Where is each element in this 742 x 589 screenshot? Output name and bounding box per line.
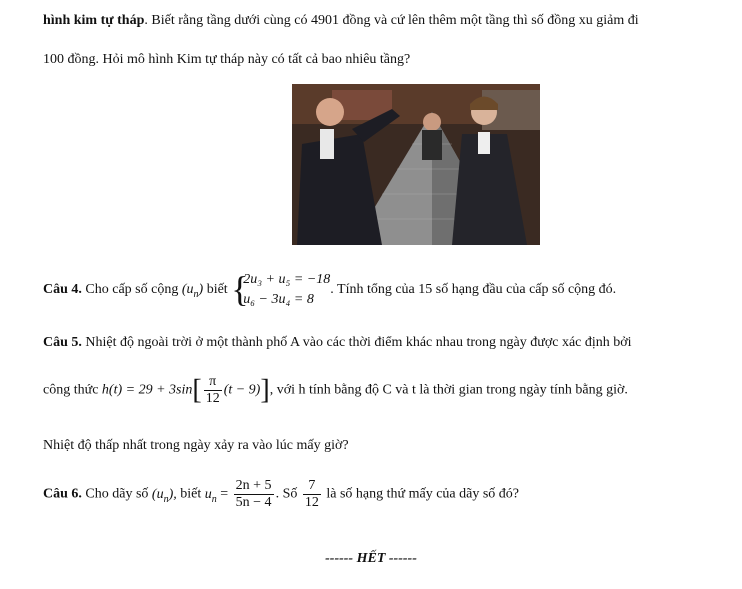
q6-so: . Số [275,486,301,502]
q4-seq-sub: n [193,289,199,301]
end-marker: ------ HẾT ------ [325,551,417,566]
q4-brace: { [231,269,249,309]
q6-un-sub: n [211,493,217,505]
q5-bracket-open: [ [192,374,202,406]
q5-frac-num: π [204,374,222,391]
q6-frac2-den: 12 [304,495,319,510]
q4-seq-close: ) [198,282,204,298]
q4-label: Câu 4. [43,282,82,298]
q5-line1: Nhiệt độ ngoài trời ở một thành phố A vào các thời điểm khác nhau trong ngày được xác định bởi [81,335,632,350]
q4-text-before: Cho cấp số cộng [81,282,182,298]
pyramid-photo-image [292,84,540,245]
intro-line-1 [43,12,639,30]
q4-eq1: 2u₃ + u₅ = −18 [243,272,331,287]
q6-seq-sub: n [163,493,169,505]
question-5-line-2 [43,374,628,407]
intro-line-1-text: . Biết rằng tầng dưới cùng có 4901 đồng và cứ lên thêm một tầng thì số đồng xu giảm đi [144,13,639,28]
question-5-line-1 [43,334,632,352]
intro-bold: hình kim tự tháp [43,13,145,28]
q6-text-after: là số hạng thứ mấy của dãy số đó? [322,486,520,502]
q5-label: Câu 5. [43,335,82,350]
q4-seq [181,282,204,301]
q5-formula-left: h(t) = 29 + 3sin [101,382,193,398]
q6-frac1-num: 2n + 5 [235,478,272,493]
q4-text-after: . Tính tổng của 15 số hạng đầu của cấp số cộng đó. [330,282,617,298]
q6-text1: Cho dãy số [81,486,152,502]
q6-seq-u: (u [151,486,164,502]
q6-label: Câu 6. [43,486,82,502]
q4-eq2: u₆ − 3u₄ = 8 [243,292,314,307]
intro-line-2: 100 đồng. Hỏi mô hình Kim tự tháp này có tất cả bao nhiêu tầng? [43,52,411,67]
q6-biet: biết [176,486,205,502]
q4-biet: biết [203,282,232,298]
q4-system [231,270,330,310]
q5-frac-den: 12 [205,391,220,406]
q4-seq-u: (u [181,282,194,298]
question-5-line-3: Nhiệt độ thấp nhất trong ngày xảy ra vào lúc mấy giờ? [43,438,349,453]
question-4 [43,270,616,310]
q6-fraction-1 [234,478,274,511]
q5-line2-before: công thức [43,382,102,398]
q6-fraction-2 [303,478,321,511]
q6-seq [151,486,177,505]
q5-fraction [204,374,222,407]
q6-frac1-den: 5n − 4 [235,495,272,510]
q5-bracket-close: ] [260,374,270,406]
question-6 [43,478,519,511]
pyramid-photo [292,84,540,245]
q6-seq-close: ), [168,486,177,502]
q5-line2-after: , với h tính bằng độ C và t là thời gian trong ngày tính bằng giờ. [269,382,628,398]
q6-un-u: u [204,486,212,502]
q6-un [204,486,217,505]
q6-frac2-num: 7 [303,478,321,495]
q6-eq: = [216,486,232,502]
q5-formula-right: (t − 9) [223,382,261,398]
